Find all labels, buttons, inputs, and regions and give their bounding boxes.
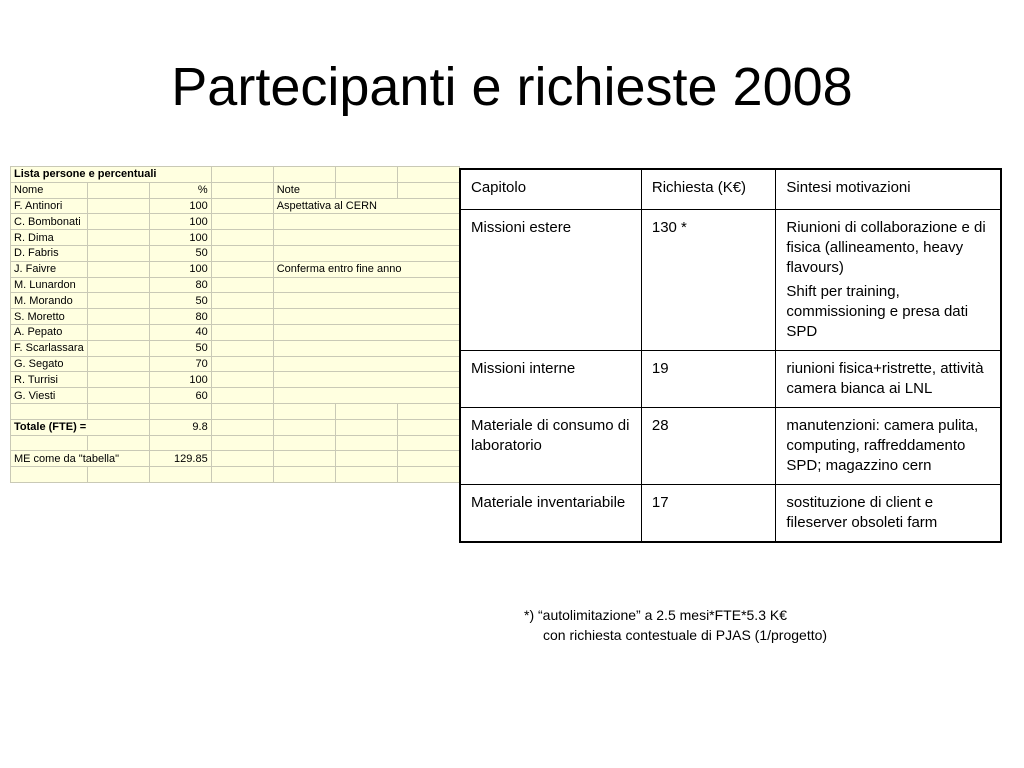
reason-text: riunioni fisica+ristrette, attività camera bianca ai LNL [786,360,984,397]
sheet-person-row [11,372,460,388]
sheet-person-row [11,214,460,230]
header-capitolo: Capitolo [460,169,641,210]
table-row [460,351,1001,408]
person-percentage: 100 [149,372,211,388]
table-row [460,210,1001,351]
reason-cell [776,485,1001,543]
requests-header-row [460,169,1001,210]
person-note [273,324,459,340]
person-name: F. Scarlassara [11,340,88,356]
person-note [273,372,459,388]
amount-cell: 130 * [641,210,776,351]
footnote [524,605,827,645]
reason-text: manutenzioni: camera pulita, computing, raffreddamento SPD; magazzino cern [786,417,979,474]
person-percentage: 80 [149,277,211,293]
total-label: Totale (FTE) = [11,419,150,435]
sheet-empty-row [11,403,460,419]
person-name: S. Moretto [11,309,88,325]
table-row [460,485,1001,543]
requests-table [459,168,1002,543]
person-name: R. Turrisi [11,372,88,388]
sheet-column-row [11,182,460,198]
person-percentage: 70 [149,356,211,372]
amount-cell: 28 [641,408,776,485]
amount-cell: 17 [641,485,776,543]
person-name: M. Lunardon [11,277,88,293]
person-note [273,340,459,356]
person-name: J. Faivre [11,261,88,277]
col-pct-header: % [149,182,211,198]
header-richiesta: Richiesta (K€) [641,169,776,210]
table-row [460,408,1001,485]
person-percentage: 50 [149,340,211,356]
person-name: F. Antinori [11,198,88,214]
person-name: D. Fabris [11,245,88,261]
person-note [273,245,459,261]
col-name-header: Nome [11,182,88,198]
sheet-person-row [11,245,460,261]
person-name: G. Segato [11,356,88,372]
sheet-person-row [11,293,460,309]
footnote-line-2: con richiesta contestuale di PJAS (1/progetto) [543,627,828,643]
reason-cell [776,210,1001,351]
chapter-cell: Materiale di consumo di laboratorio [460,408,641,485]
sheet-empty-row [11,435,460,451]
reason-text: Riunioni di collaborazione e di fisica (allineamento, heavy flavours) [786,219,986,276]
reason-cell [776,351,1001,408]
sheet-header: Lista persone e percentuali [11,167,212,183]
person-note [273,214,459,230]
chapter-cell: Missioni estere [460,210,641,351]
col-note-header: Note [273,182,335,198]
chapter-cell: Materiale inventariabile [460,485,641,543]
person-name: R. Dima [11,230,88,246]
person-percentage: 100 [149,214,211,230]
person-note [273,388,459,404]
sheet-me-row [11,451,460,467]
amount-cell: 19 [641,351,776,408]
sheet-person-row [11,356,460,372]
sheet-empty-row [11,467,460,483]
sheet-person-row [11,198,460,214]
person-note [273,230,459,246]
sheet-person-row [11,277,460,293]
person-note [273,309,459,325]
me-value: 129.85 [149,451,211,467]
person-percentage: 100 [149,230,211,246]
person-note [273,293,459,309]
person-name: G. Viesti [11,388,88,404]
sheet-total-row [11,419,460,435]
sheet-person-row [11,309,460,325]
me-label: ME come da "tabella" [11,451,150,467]
person-note: Conferma entro fine anno [273,261,459,277]
person-name: C. Bombonati [11,214,88,230]
sheet-person-row [11,261,460,277]
person-percentage: 60 [149,388,211,404]
sheet-person-row [11,388,460,404]
participants-spreadsheet [10,166,460,483]
person-percentage: 80 [149,309,211,325]
person-percentage: 100 [149,261,211,277]
sheet-header-row [11,167,460,183]
sheet-person-row [11,340,460,356]
header-sintesi: Sintesi motivazioni [776,169,1001,210]
reason-text: Shift per training, commissioning e presa dati SPD [786,283,969,340]
sheet-person-row [11,230,460,246]
person-percentage: 40 [149,324,211,340]
slide-title: Partecipanti e richieste 2008 [171,57,853,117]
person-note: Aspettativa al CERN [273,198,459,214]
person-name: A. Pepato [11,324,88,340]
person-note [273,277,459,293]
sheet-person-row [11,324,460,340]
chapter-cell: Missioni interne [460,351,641,408]
footnote-line-1: *) “autolimitazione” a 2.5 mesi*FTE*5.3 K€ [524,607,787,623]
reason-text: sostituzione di client e fileserver obsoleti farm [786,494,938,531]
person-percentage: 100 [149,198,211,214]
total-value: 9.8 [149,419,211,435]
person-percentage: 50 [149,245,211,261]
reason-cell [776,408,1001,485]
person-name: M. Morando [11,293,88,309]
person-percentage: 50 [149,293,211,309]
person-note [273,356,459,372]
